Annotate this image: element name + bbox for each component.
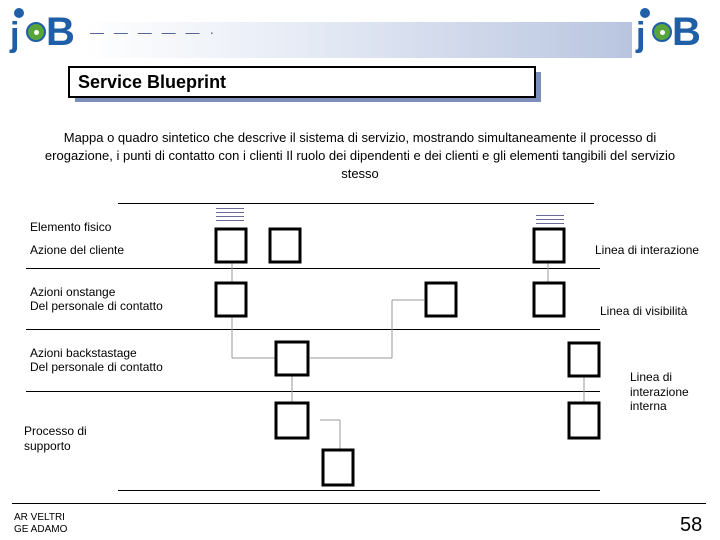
- page-number: 58: [680, 514, 703, 536]
- box-customer-3: [534, 229, 564, 262]
- box-support-1: [276, 403, 308, 438]
- box-support-3: [323, 450, 353, 485]
- label-internal-1: Linea di: [630, 370, 673, 384]
- footer-author-2: GE ADAMO: [14, 524, 68, 535]
- label-line-of-interaction: Linea di interazione: [595, 243, 700, 257]
- box-support-2: [569, 403, 599, 438]
- label-onstage-2: Del personale di contatto: [30, 299, 163, 313]
- box-backstage-2: [569, 343, 599, 376]
- label-physical-evidence: Elemento fisico: [30, 220, 112, 234]
- label-backstage-1: Azioni backstastage: [30, 346, 137, 360]
- box-customer-2: [270, 229, 300, 262]
- label-support-2: supporto: [24, 439, 71, 453]
- label-line-of-visibility: Linea di visibilità: [600, 304, 688, 318]
- box-onstage-1: [216, 283, 246, 316]
- logo-right: j B: [636, 10, 701, 54]
- label-customer-actions: Azione del cliente: [30, 243, 125, 257]
- box-customer-1: [216, 229, 246, 262]
- label-internal-3: interna: [630, 399, 667, 413]
- label-internal-2: interazione: [630, 385, 689, 399]
- box-onstage-3: [534, 283, 564, 316]
- label-backstage-2: Del personale di contatto: [30, 360, 163, 374]
- logo-left: j B: [10, 10, 75, 54]
- label-onstage-1: Azioni onstange: [30, 285, 116, 299]
- footer-authors: [14, 512, 67, 536]
- banner-decoration: — — — — — ·: [90, 24, 218, 40]
- label-support-1: Processo di: [24, 424, 87, 438]
- description-text: Mappa o quadro sintetico che descrive il sistema di servizio, mostrando simultaneamente il processo di erogazione, i punti di contatto con i clienti Il ruolo dei dipendenti e dei clienti e gli elementi tangibili del servizio stesso: [44, 130, 676, 181]
- box-backstage-1: [276, 342, 308, 375]
- page-title: Service Blueprint: [78, 72, 227, 92]
- footer-author-1: AR VELTRI: [14, 512, 65, 523]
- box-onstage-2: [426, 283, 456, 316]
